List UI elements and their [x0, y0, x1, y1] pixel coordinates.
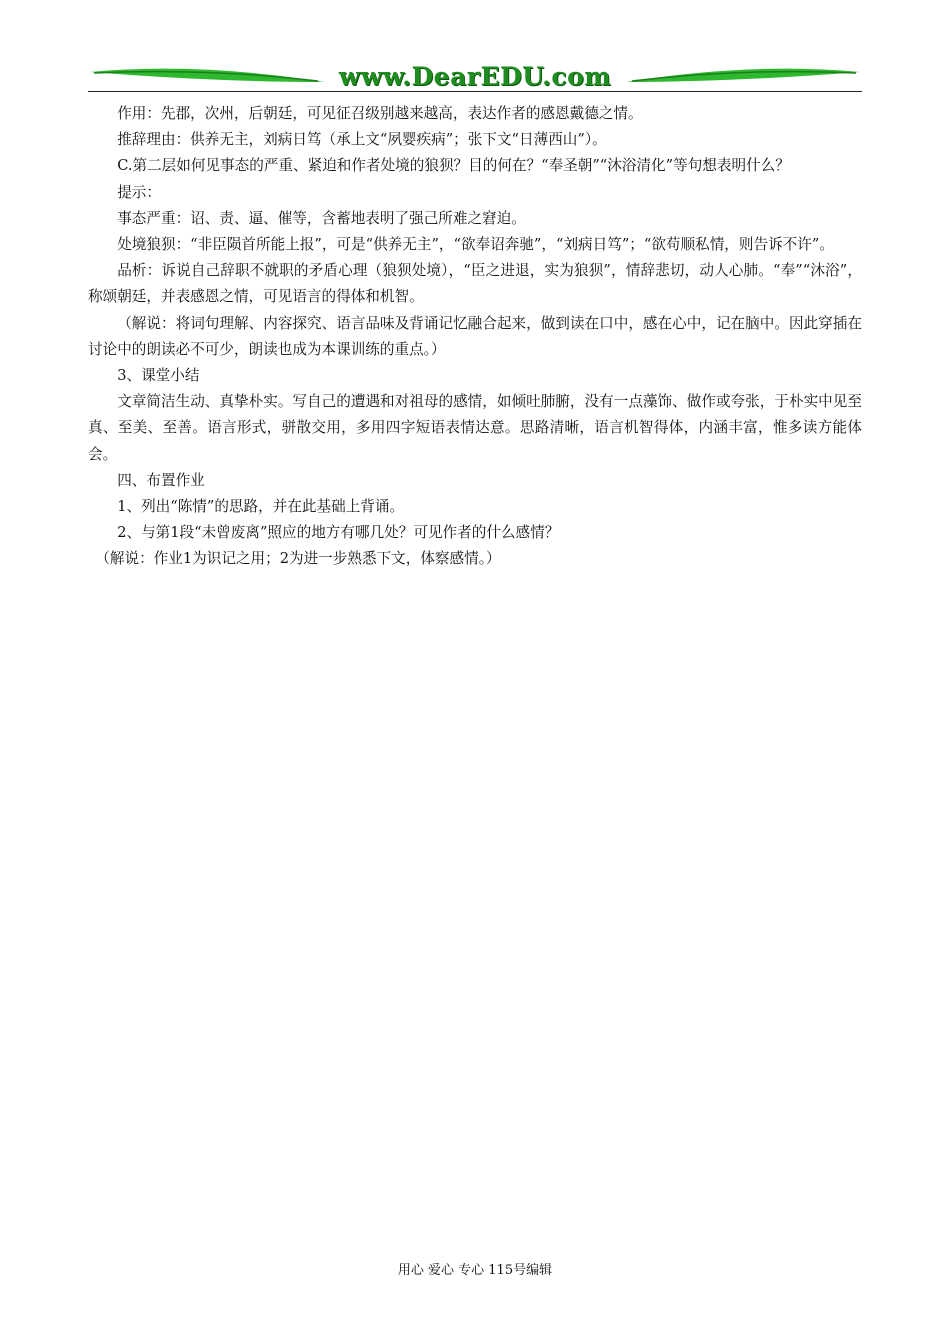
section-heading: 四、布置作业	[117, 471, 205, 489]
paragraph: C.第二层如何见事态的严重、紧迫和作者处境的狼狈？目的何在？“奉圣朝”“沐浴清化”等句想表明什么？	[117, 157, 790, 175]
paragraph: 提示：	[117, 183, 161, 201]
paragraph: 推辞理由：供养无主，刘病日笃（承上文“夙婴疾病”；张下文“日薄西山”）。	[117, 131, 607, 149]
paragraph: （解说：作业1为识记之用；2为进一步熟悉下文，体察感情。）	[95, 550, 501, 568]
list-item: 2、与第1段“未曾废离”照应的地方有哪几处？可见作者的什么感情？	[117, 524, 560, 542]
paragraph: 作用：先郡，次州，后朝廷，可见征召级别越来越高，表达作者的感恩戴德之情。	[117, 105, 643, 122]
site-logo-text: www.DearEDU.com	[338, 62, 612, 91]
paragraph: 事态严重：诏、责、逼、催等，含蓄地表明了强己所难之窘迫。	[117, 209, 526, 227]
header-divider	[88, 91, 862, 92]
paragraph: 文章简洁生动、真挚朴实。写自己的遭遇和对祖母的感情，如倾吐肺腑，没有一点藻饰、做作或夸张，于朴实中见至真、至美、至善。语言形式，骈散交用，多用四字短语表情达意。思路清晰，语言机智得体，内涵丰富，惟多读方能体会。	[88, 393, 862, 463]
document-body	[88, 101, 862, 573]
paragraph: 处境狼狈：“非臣陨首所能上报”，可是“供养无主”，“欲奉诏奔驰”，“刘病日笃”；“欲苟顺私情，则告诉不许”。	[117, 236, 834, 254]
page-footer: 用心 爱心 专心 115号编辑	[397, 1263, 553, 1278]
paragraph: （解说：将词句理解、内容探究、语言品味及背诵记忆融合起来，做到读在口中，感在心中，记在脑中。因此穿插在讨论中的朗读必不可少，朗读也成为本课训练的重点。）	[88, 314, 862, 358]
list-item: 1、列出“陈情”的思路，并在此基础上背诵。	[117, 498, 405, 516]
section-heading: 3、课堂小结	[117, 367, 200, 385]
paragraph: 品析：诉说自己辞职不就职的矛盾心理（狼狈处境），“臣之进退，实为狼狈”，情辞悲切，动人心肺。“奉”“沐浴”，称颂朝廷，并表感恩之情，可见语言的得体和机智。	[88, 262, 862, 306]
